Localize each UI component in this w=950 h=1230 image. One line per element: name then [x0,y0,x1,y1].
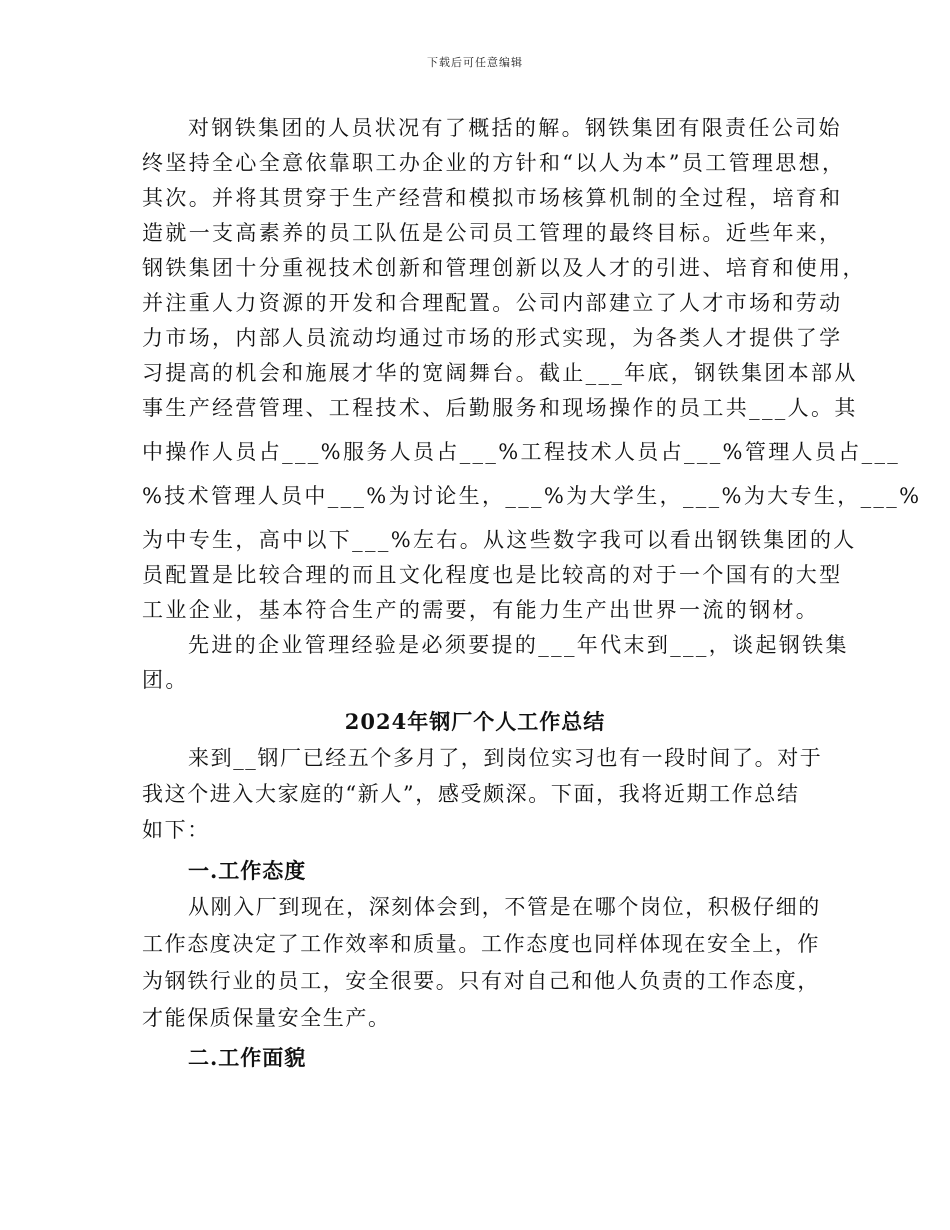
paragraph-line: 如下： [142,818,210,842]
paragraph-line: 并注重人力资源的开发和合理配置。公司内部建立了人才市场和劳动 [142,291,843,315]
paragraph-line: 我这个进入大家庭的“新人”，感受颇深。下面，我将近期工作总结 [142,782,800,806]
paragraph-line: 习提高的机会和施展才华的宽阔舞台。截止___年底，钢铁集团本部从 [142,361,858,385]
paragraph-line: 才能保质保量安全生产。 [142,1006,391,1030]
paragraph-line: 力市场，内部人员流动均通过市场的形式实现，为各类人才提供了学 [142,326,843,350]
paragraph-line: 为中专生，高中以下___%左右。从这些数字我可以看出钢铁集团的人 [142,528,857,552]
paragraph-line: 造就一支高素养的员工队伍是公司员工管理的最终目标。近些年来， [142,221,843,245]
paragraph-line: 来到__钢厂已经五个多月了，到岗位实习也有一段时间了。对于 [188,746,823,770]
paragraph-line: 员配置是比较合理的而且文化程度也是比较高的对于一个国有的大型 [142,563,843,587]
paragraph-line: 从刚入厂到现在，深刻体会到，不管是在哪个岗位，积极仔细的 [188,895,821,919]
paragraph-line: 其次。并将其贯穿于生产经营和模拟市场核算机制的全过程，培育和 [142,186,843,210]
paragraph-line: 终坚持全心全意依靠职工办企业的方针和“以人为本”员工管理思想， [142,151,846,175]
section-heading: 二.工作面貌 [188,1045,307,1070]
header-note: 下载后可任意编辑 [427,56,523,69]
paragraph-line: 工业企业，基本符合生产的需要，有能力生产出世界一流的钢材。 [142,598,820,622]
paragraph-line: 先进的企业管理经验是必须要提的___年代末到___，谈起钢铁集 [188,633,849,657]
paragraph-line: 对钢铁集团的人员状况有了概括的解。钢铁集团有限责任公司始 [188,116,842,140]
section-heading: 一.工作态度 [188,858,307,883]
paragraph-line: %技术管理人员中___%为讨论生，___%为大学生，___%为大专生，___% [142,484,922,508]
paragraph-line: 为钢铁行业的员工，安全很要。只有对自己和他人负责的工作态度， [142,969,820,993]
document-title: 2024年钢厂个人工作总结 [344,709,606,734]
paragraph-line: 事生产经营管理、工程技术、后勤服务和现场操作的员工共___人。其 [142,396,858,420]
paragraph-line: 工作态度决定了工作效率和质量。工作态度也同样体现在安全上，作 [142,932,820,956]
paragraph-line: 钢铁集团十分重视技术创新和管理创新以及人才的引进、培育和使用， [142,256,866,280]
paragraph-line: 团。 [142,668,189,692]
paragraph-line: 中操作人员占___%服务人员占___%工程技术人员占___%管理人员占___ [142,440,901,464]
